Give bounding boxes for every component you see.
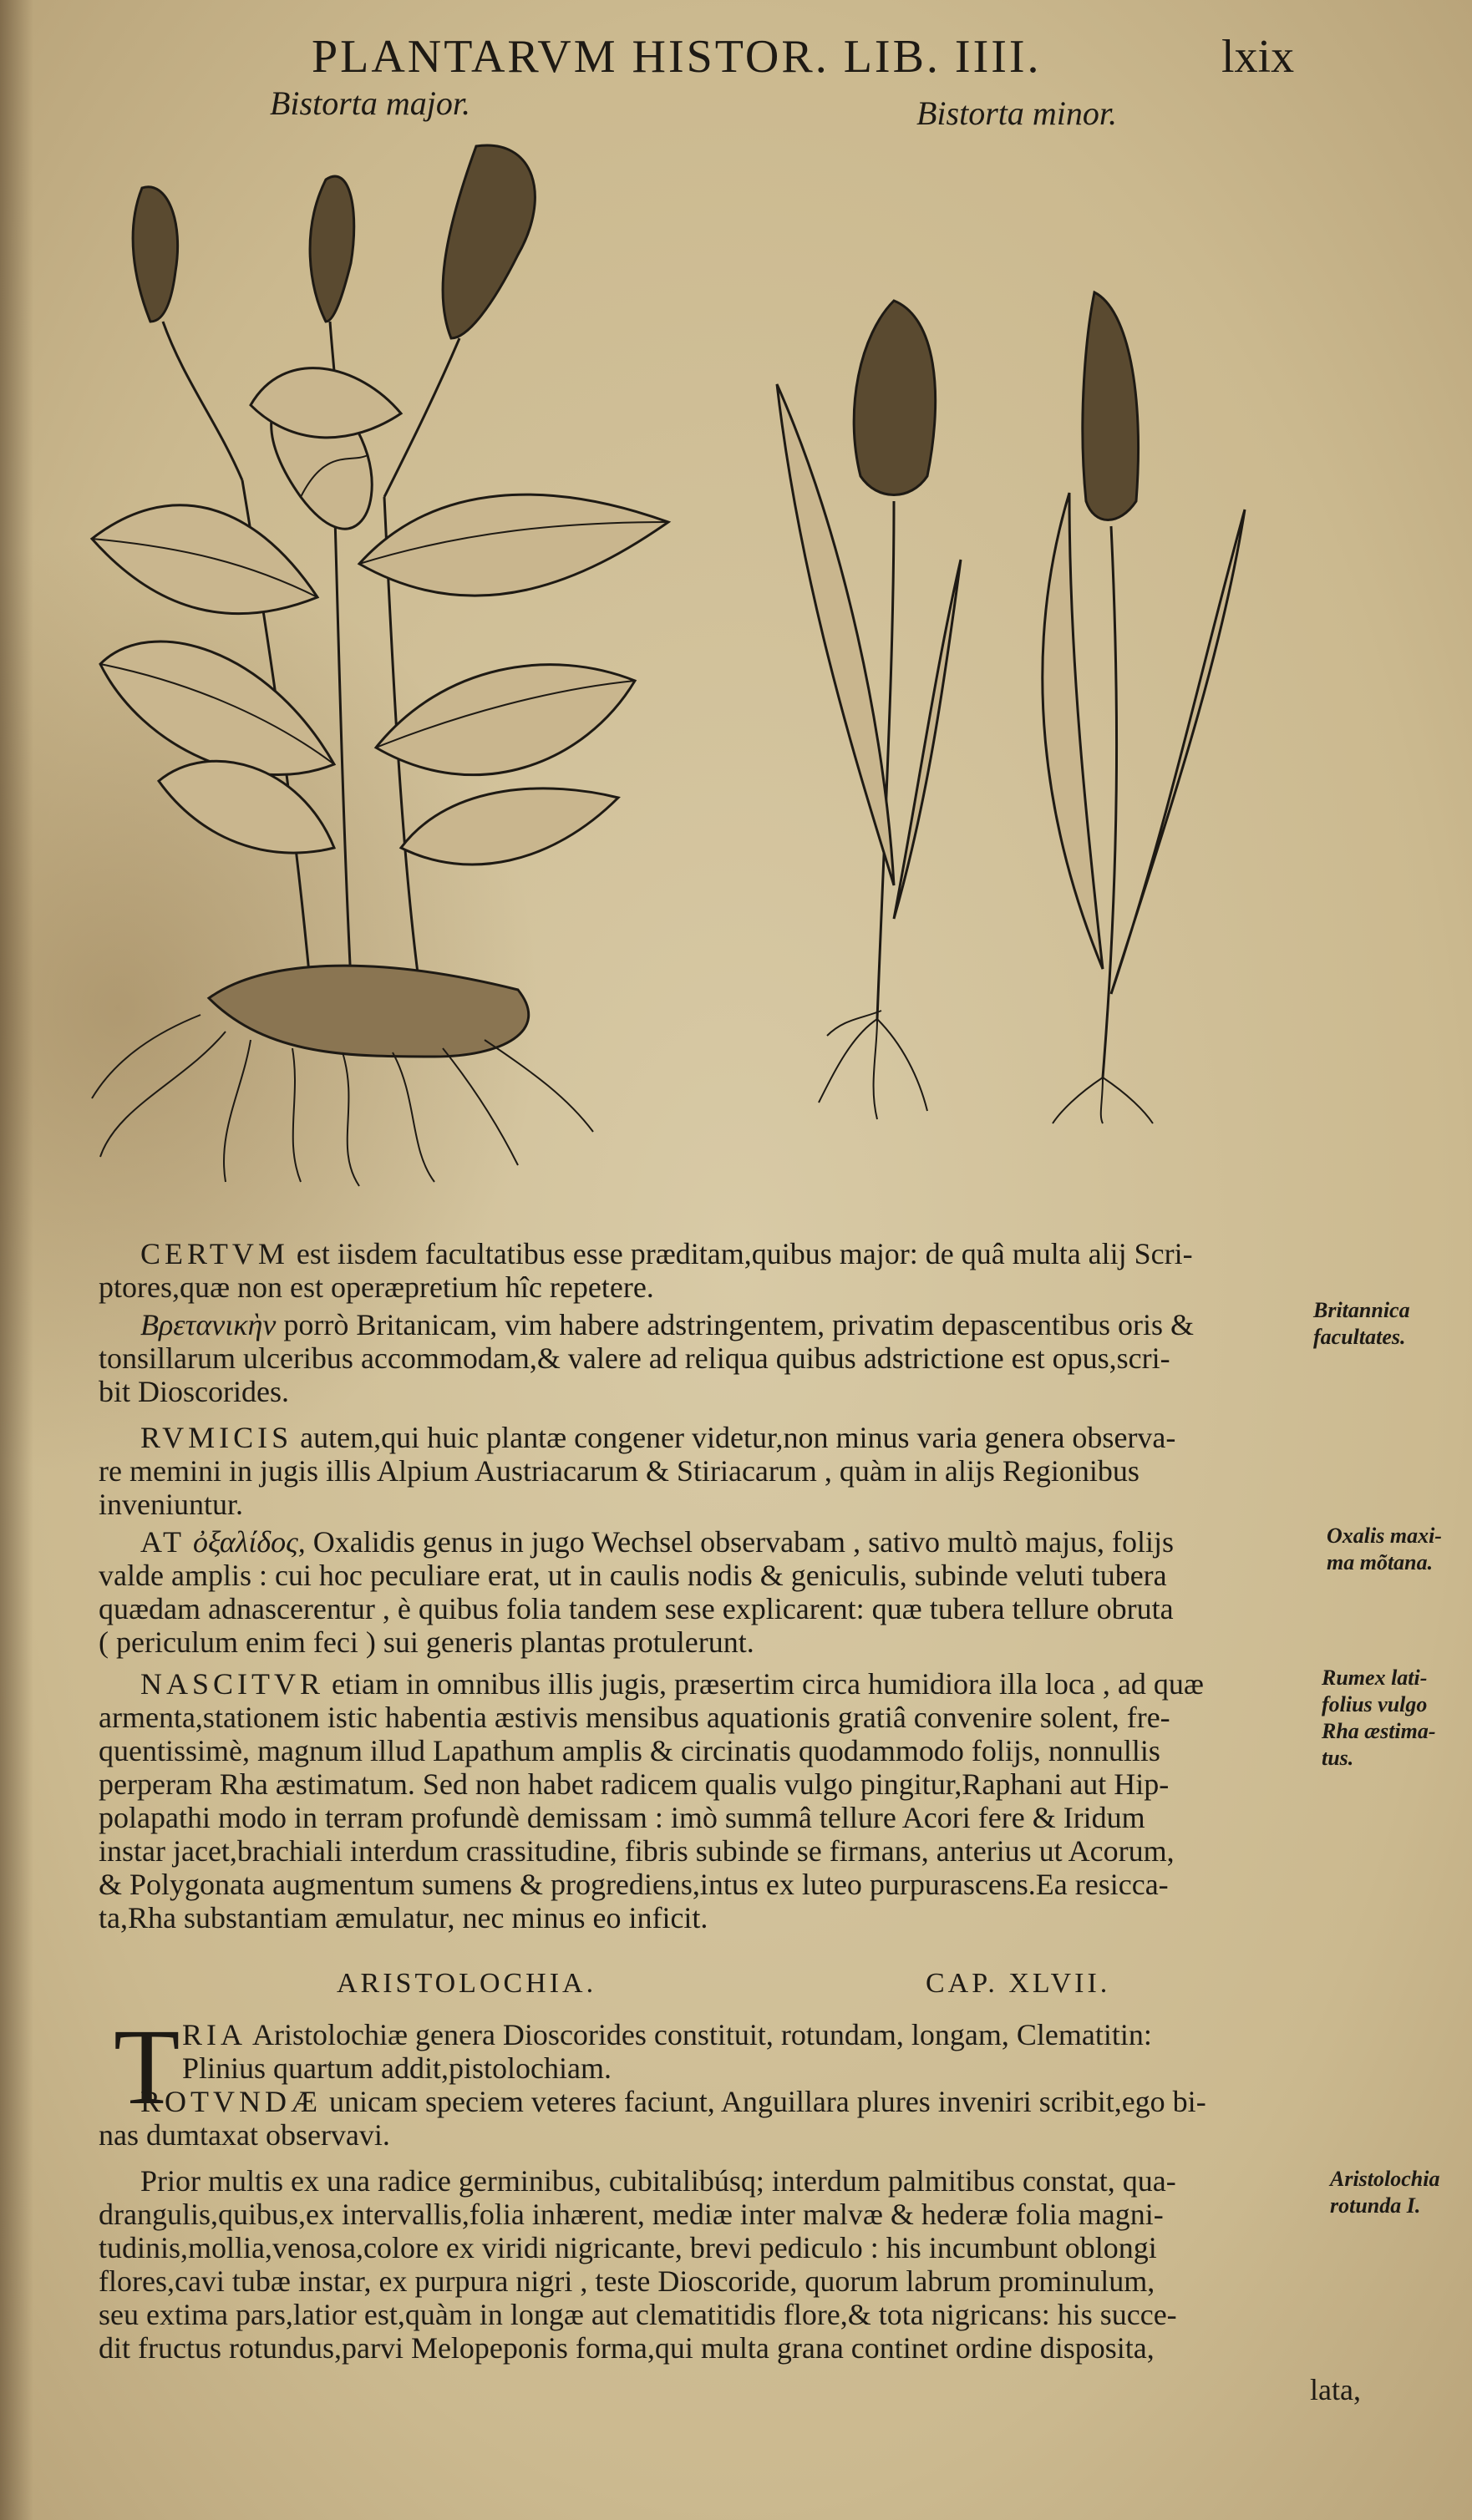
folio-number: lxix: [1221, 31, 1295, 83]
text-line: RIA Aristolochiæ genera Dioscorides constituit, rotundam, longam, Clematitin:: [182, 2018, 1152, 2051]
drop-cap: T: [114, 2007, 180, 2127]
text-line: ROTVNDÆ unicam speciem veteres faciunt, Anguillara plures inveniri scribit,ego bi-: [140, 2085, 1206, 2118]
text-line: bit Dioscorides.: [99, 1375, 289, 1408]
text-line: drangulis,quibus,ex intervallis,folia inhærent, mediæ inter malvæ & hederæ folia magni-: [99, 2198, 1164, 2231]
running-title: PLANTARVM HISTOR. LIB. IIII.: [312, 31, 1042, 83]
leaf: [92, 505, 317, 614]
text-line: ( periculum enim feci ) sui generis plantas protulerunt.: [99, 1625, 754, 1659]
text-line: quentissimè, magnum illud Lapathum amplis & circinatis quodammodo folijs, nonnullis: [99, 1734, 1160, 1767]
text-line: armenta,stationem istic habentia æstivis mensibus aquationis gratiâ convenire solent, fre-: [99, 1701, 1170, 1734]
leaf: [894, 560, 961, 919]
chapter-title: ARISTOLOCHIA.: [337, 1968, 597, 1999]
text-line: RVMICIS autem,qui huic plantæ congener videtur,non minus varia genera observa-: [140, 1421, 1176, 1454]
text-line: ta,Rha substantiam æmulatur, nec minus eo inficit.: [99, 1901, 708, 1934]
flower-spike: [854, 301, 936, 495]
margin-note-rumex: Rumex lati- folius vulgo Rha æstima- tus.: [1322, 1666, 1436, 1770]
flower-spike: [310, 176, 354, 322]
text-line: polapathi modo in terram profundè demissam : imò summâ tellure Acori fere & Iridum: [99, 1801, 1145, 1834]
flower-spike: [443, 145, 535, 338]
leaf: [100, 641, 334, 775]
text-line: CERTVM est iisdem facultatibus esse præditam,quibus major: de quâ multa alij Scri-: [140, 1237, 1193, 1270]
bistorta-minor-woodcut: [769, 284, 1270, 1128]
leaf: [401, 788, 618, 865]
lead-word: AT: [140, 1525, 185, 1559]
text-line: perperam Rha æstimatum. Sed non habet radicem qualis vulgo pingitur,Raphani aut Hip-: [99, 1767, 1170, 1801]
margin-note-oxalis: Oxalis maxi- ma mõtana.: [1327, 1524, 1442, 1574]
text-line: nas dumtaxat observavi.: [99, 2118, 390, 2152]
greek-word: Βρετανικὴν: [140, 1308, 277, 1341]
leaf: [376, 665, 635, 775]
text-line: Βρετανικὴν porrò Britanicam, vim habere adstringentem, privatim depascentibus oris &: [140, 1308, 1195, 1341]
text-line: tonsillarum ulceribus accommodam,& valere ad reliqua quibus adstrictione est opus,scri-: [99, 1341, 1170, 1375]
text-line: dit fructus rotundus,parvi Melopeponis forma,qui multa grana continet ordine disposita,: [99, 2331, 1155, 2365]
catchword: lata,: [1310, 2373, 1361, 2406]
text-line: quædam adnascerentur , è quibus folia tandem sese explicarent: quæ tubera tellure obruta: [99, 1592, 1174, 1625]
text-line: Plinius quartum addit,pistolochiam.: [182, 2051, 612, 2085]
lead-word: NASCITVR: [140, 1667, 325, 1701]
leaf: [1111, 510, 1245, 994]
page-gutter-shadow: [0, 0, 33, 2520]
lead-word: RIA: [182, 2018, 246, 2051]
figure-caption-bistorta-minor: Bistorta minor.: [916, 94, 1118, 132]
text-line: valde amplis : cui hoc peculiare erat, ut in caulis nodis & geniculis, subinde veluti tubera: [99, 1559, 1167, 1592]
lead-word: RVMICIS: [140, 1421, 293, 1454]
text-line: tudinis,mollia,venosa,colore ex viridi nigricante, brevi pediculo : his incumbunt oblongi: [99, 2231, 1157, 2264]
text-line: AT ὀξαλίδος, Oxalidis genus in jugo Wechsel observabam , sativo multò majus, folijs: [140, 1525, 1175, 1559]
text-line: & Polygonata augmentum sumens & progrediens,intus ex luteo purpurascens.Ea resicca-: [99, 1868, 1169, 1901]
text-line: inveniuntur.: [99, 1488, 243, 1521]
leaf: [359, 494, 668, 596]
bistorta-major-woodcut: [84, 129, 685, 1190]
text-line: flores,cavi tubæ instar, ex purpura nigri , teste Dioscoride, quorum labrum prominulum,: [99, 2264, 1155, 2298]
rhizome: [209, 966, 529, 1057]
flower-spike: [1083, 292, 1139, 520]
text-line: Prior multis ex una radice germinibus, cubitalibúsq; interdum palmitibus constat, qua-: [140, 2164, 1176, 2198]
text-line: re memini in jugis illis Alpium Austriacarum & Stiriacarum , quàm in alijs Regionibus: [99, 1454, 1140, 1488]
text-line: NASCITVR etiam in omnibus illis jugis, præsertim circa humidiora illa loca , ad quæ: [140, 1667, 1204, 1701]
leaf: [1043, 493, 1103, 969]
greek-word: ὀξαλίδος,: [193, 1525, 306, 1559]
leaf: [159, 761, 334, 853]
lead-word: ROTVNDÆ: [140, 2085, 322, 2118]
text-line: instar jacet,brachiali interdum crassitudine, fibris subinde se firmans, anterius ut Acorum,: [99, 1834, 1175, 1868]
figure-caption-bistorta-major: Bistorta major.: [270, 84, 471, 122]
margin-note-britannica: Britannica facultates.: [1313, 1298, 1410, 1349]
margin-note-aristolochia: Aristolochia rotunda I.: [1330, 2167, 1440, 2218]
chapter-number: CAP. XLVII.: [926, 1968, 1111, 1999]
flower-spike: [133, 187, 178, 322]
text-line: ptores,quæ non est operæpretium hîc repetere.: [99, 1270, 654, 1304]
lead-word: CERTVM: [140, 1237, 289, 1270]
text-line: seu extima pars,latior est,quàm in longæ aut clematitidis flore,& tota nigricans: his succe-: [99, 2298, 1177, 2331]
